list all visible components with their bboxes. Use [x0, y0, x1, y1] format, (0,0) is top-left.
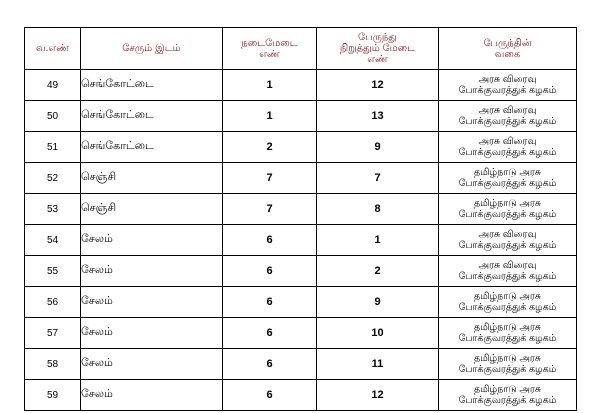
cell-bay: 12 — [317, 70, 439, 101]
table-row — [25, 163, 577, 194]
cell-destination: சேலம் — [81, 318, 223, 349]
cell-platform: 1 — [223, 101, 317, 132]
cell-bus-type — [439, 318, 577, 349]
cell-bay: 9 — [317, 287, 439, 318]
cell-bus-type — [439, 101, 577, 132]
cell-destination: சேலம் — [81, 225, 223, 256]
cell-bay: 12 — [317, 380, 439, 411]
cell-bay: 1 — [317, 225, 439, 256]
table-header-row — [25, 28, 577, 70]
cell-bay: 10 — [317, 318, 439, 349]
bus-type-line-2: போக்குவரத்துக் கழகம் — [458, 209, 557, 220]
table-row — [25, 101, 577, 132]
table-row — [25, 349, 577, 380]
cell-bay: 2 — [317, 256, 439, 287]
cell-serial-number: 49 — [25, 70, 81, 101]
bus-stand-schedule-table — [24, 27, 577, 411]
cell-destination: சேலம் — [81, 256, 223, 287]
cell-destination: சேலம் — [81, 287, 223, 318]
cell-platform: 7 — [223, 163, 317, 194]
cell-platform: 6 — [223, 287, 317, 318]
cell-serial-number: 52 — [25, 163, 81, 194]
cell-bus-type — [439, 225, 577, 256]
cell-platform: 7 — [223, 194, 317, 225]
cell-destination: சேலம் — [81, 349, 223, 380]
cell-bus-type — [439, 380, 577, 411]
cell-destination: சேலம் — [81, 380, 223, 411]
bus-type-line-1: தமிழ்நாடு அரசு — [473, 322, 542, 333]
bus-type-line-2: போக்குவரத்துக் கழகம் — [458, 395, 557, 406]
bus-type-line-2: போக்குவரத்துக் கழகம் — [458, 240, 557, 251]
header-platform-number — [223, 28, 317, 70]
bus-type-line-1: தமிழ்நாடு அரசு — [473, 291, 542, 302]
bus-type-line-1: தமிழ்நாடு அரசு — [473, 198, 542, 209]
header-platform-line-2: எண் — [259, 48, 280, 60]
cell-bus-type — [439, 70, 577, 101]
cell-destination: செங்கோட்டை — [81, 101, 223, 132]
cell-bus-type — [439, 163, 577, 194]
bus-type-line-2: போக்குவரத்துக் கழகம் — [458, 302, 557, 313]
bus-type-line-1: அரசு விரைவு — [478, 105, 537, 116]
bus-type-line-2: போக்குவரத்துக் கழகம் — [458, 271, 557, 282]
cell-serial-number: 53 — [25, 194, 81, 225]
cell-serial-number: 57 — [25, 318, 81, 349]
table-row — [25, 194, 577, 225]
header-destination-label: சேரும் இடம் — [122, 43, 181, 54]
cell-platform: 6 — [223, 349, 317, 380]
header-bay-line-2: நிறுத்தும் மேடை — [339, 43, 416, 54]
table-row — [25, 70, 577, 101]
bus-type-line-2: போக்குவரத்துக் கழகம் — [458, 85, 557, 96]
header-serial-number — [25, 28, 81, 70]
header-serial-number-label: வ.எண் — [36, 43, 69, 54]
bus-type-line-2: போக்குவரத்துக் கழகம் — [458, 364, 557, 375]
cell-bus-type — [439, 349, 577, 380]
cell-destination: செஞ்சி — [81, 163, 223, 194]
header-bus-type-line-1: பேருந்தின் — [483, 37, 532, 49]
cell-platform: 1 — [223, 70, 317, 101]
cell-bus-type — [439, 132, 577, 163]
cell-bay: 9 — [317, 132, 439, 163]
header-platform-line-1: நடைமேடை — [241, 37, 298, 49]
cell-destination: செஞ்சி — [81, 194, 223, 225]
cell-bay: 7 — [317, 163, 439, 194]
cell-serial-number: 58 — [25, 349, 81, 380]
cell-bay: 8 — [317, 194, 439, 225]
table-row — [25, 380, 577, 411]
cell-serial-number: 56 — [25, 287, 81, 318]
cell-bay: 11 — [317, 349, 439, 380]
cell-platform: 2 — [223, 132, 317, 163]
cell-destination: செங்கோட்டை — [81, 132, 223, 163]
bus-type-line-2: போக்குவரத்துக் கழகம் — [458, 178, 557, 189]
cell-platform: 6 — [223, 318, 317, 349]
cell-platform: 6 — [223, 256, 317, 287]
cell-bus-type — [439, 256, 577, 287]
cell-platform: 6 — [223, 225, 317, 256]
header-bus-type — [439, 28, 577, 70]
table-row — [25, 132, 577, 163]
table-row — [25, 225, 577, 256]
cell-bay: 13 — [317, 101, 439, 132]
table-row — [25, 256, 577, 287]
cell-serial-number: 55 — [25, 256, 81, 287]
table-row — [25, 287, 577, 318]
cell-serial-number: 50 — [25, 101, 81, 132]
header-bay-line-1: பேருந்து — [358, 32, 397, 43]
cell-destination: செங்கோட்டை — [81, 70, 223, 101]
bus-type-line-2: போக்குவரத்துக் கழகம் — [458, 116, 557, 127]
header-bay-line-3: எண் — [367, 54, 388, 65]
bus-type-line-1: தமிழ்நாடு அரசு — [473, 167, 542, 178]
cell-bus-type — [439, 287, 577, 318]
bus-type-line-2: போக்குவரத்துக் கழகம் — [458, 333, 557, 344]
cell-bus-type — [439, 194, 577, 225]
header-destination — [81, 28, 223, 70]
bus-type-line-1: தமிழ்நாடு அரசு — [473, 384, 542, 395]
header-bay-number — [317, 28, 439, 70]
header-bus-type-line-2: வகை — [494, 48, 521, 60]
bus-type-line-1: அரசு விரைவு — [478, 136, 537, 147]
bus-type-line-1: அரசு விரைவு — [478, 74, 537, 85]
bus-type-line-1: அரசு விரைவு — [478, 229, 537, 240]
bus-type-line-1: தமிழ்நாடு அரசு — [473, 353, 542, 364]
cell-platform: 6 — [223, 380, 317, 411]
bus-type-line-2: போக்குவரத்துக் கழகம் — [458, 147, 557, 158]
cell-serial-number: 54 — [25, 225, 81, 256]
cell-serial-number: 59 — [25, 380, 81, 411]
table-row — [25, 318, 577, 349]
cell-serial-number: 51 — [25, 132, 81, 163]
bus-type-line-1: அரசு விரைவு — [478, 260, 537, 271]
